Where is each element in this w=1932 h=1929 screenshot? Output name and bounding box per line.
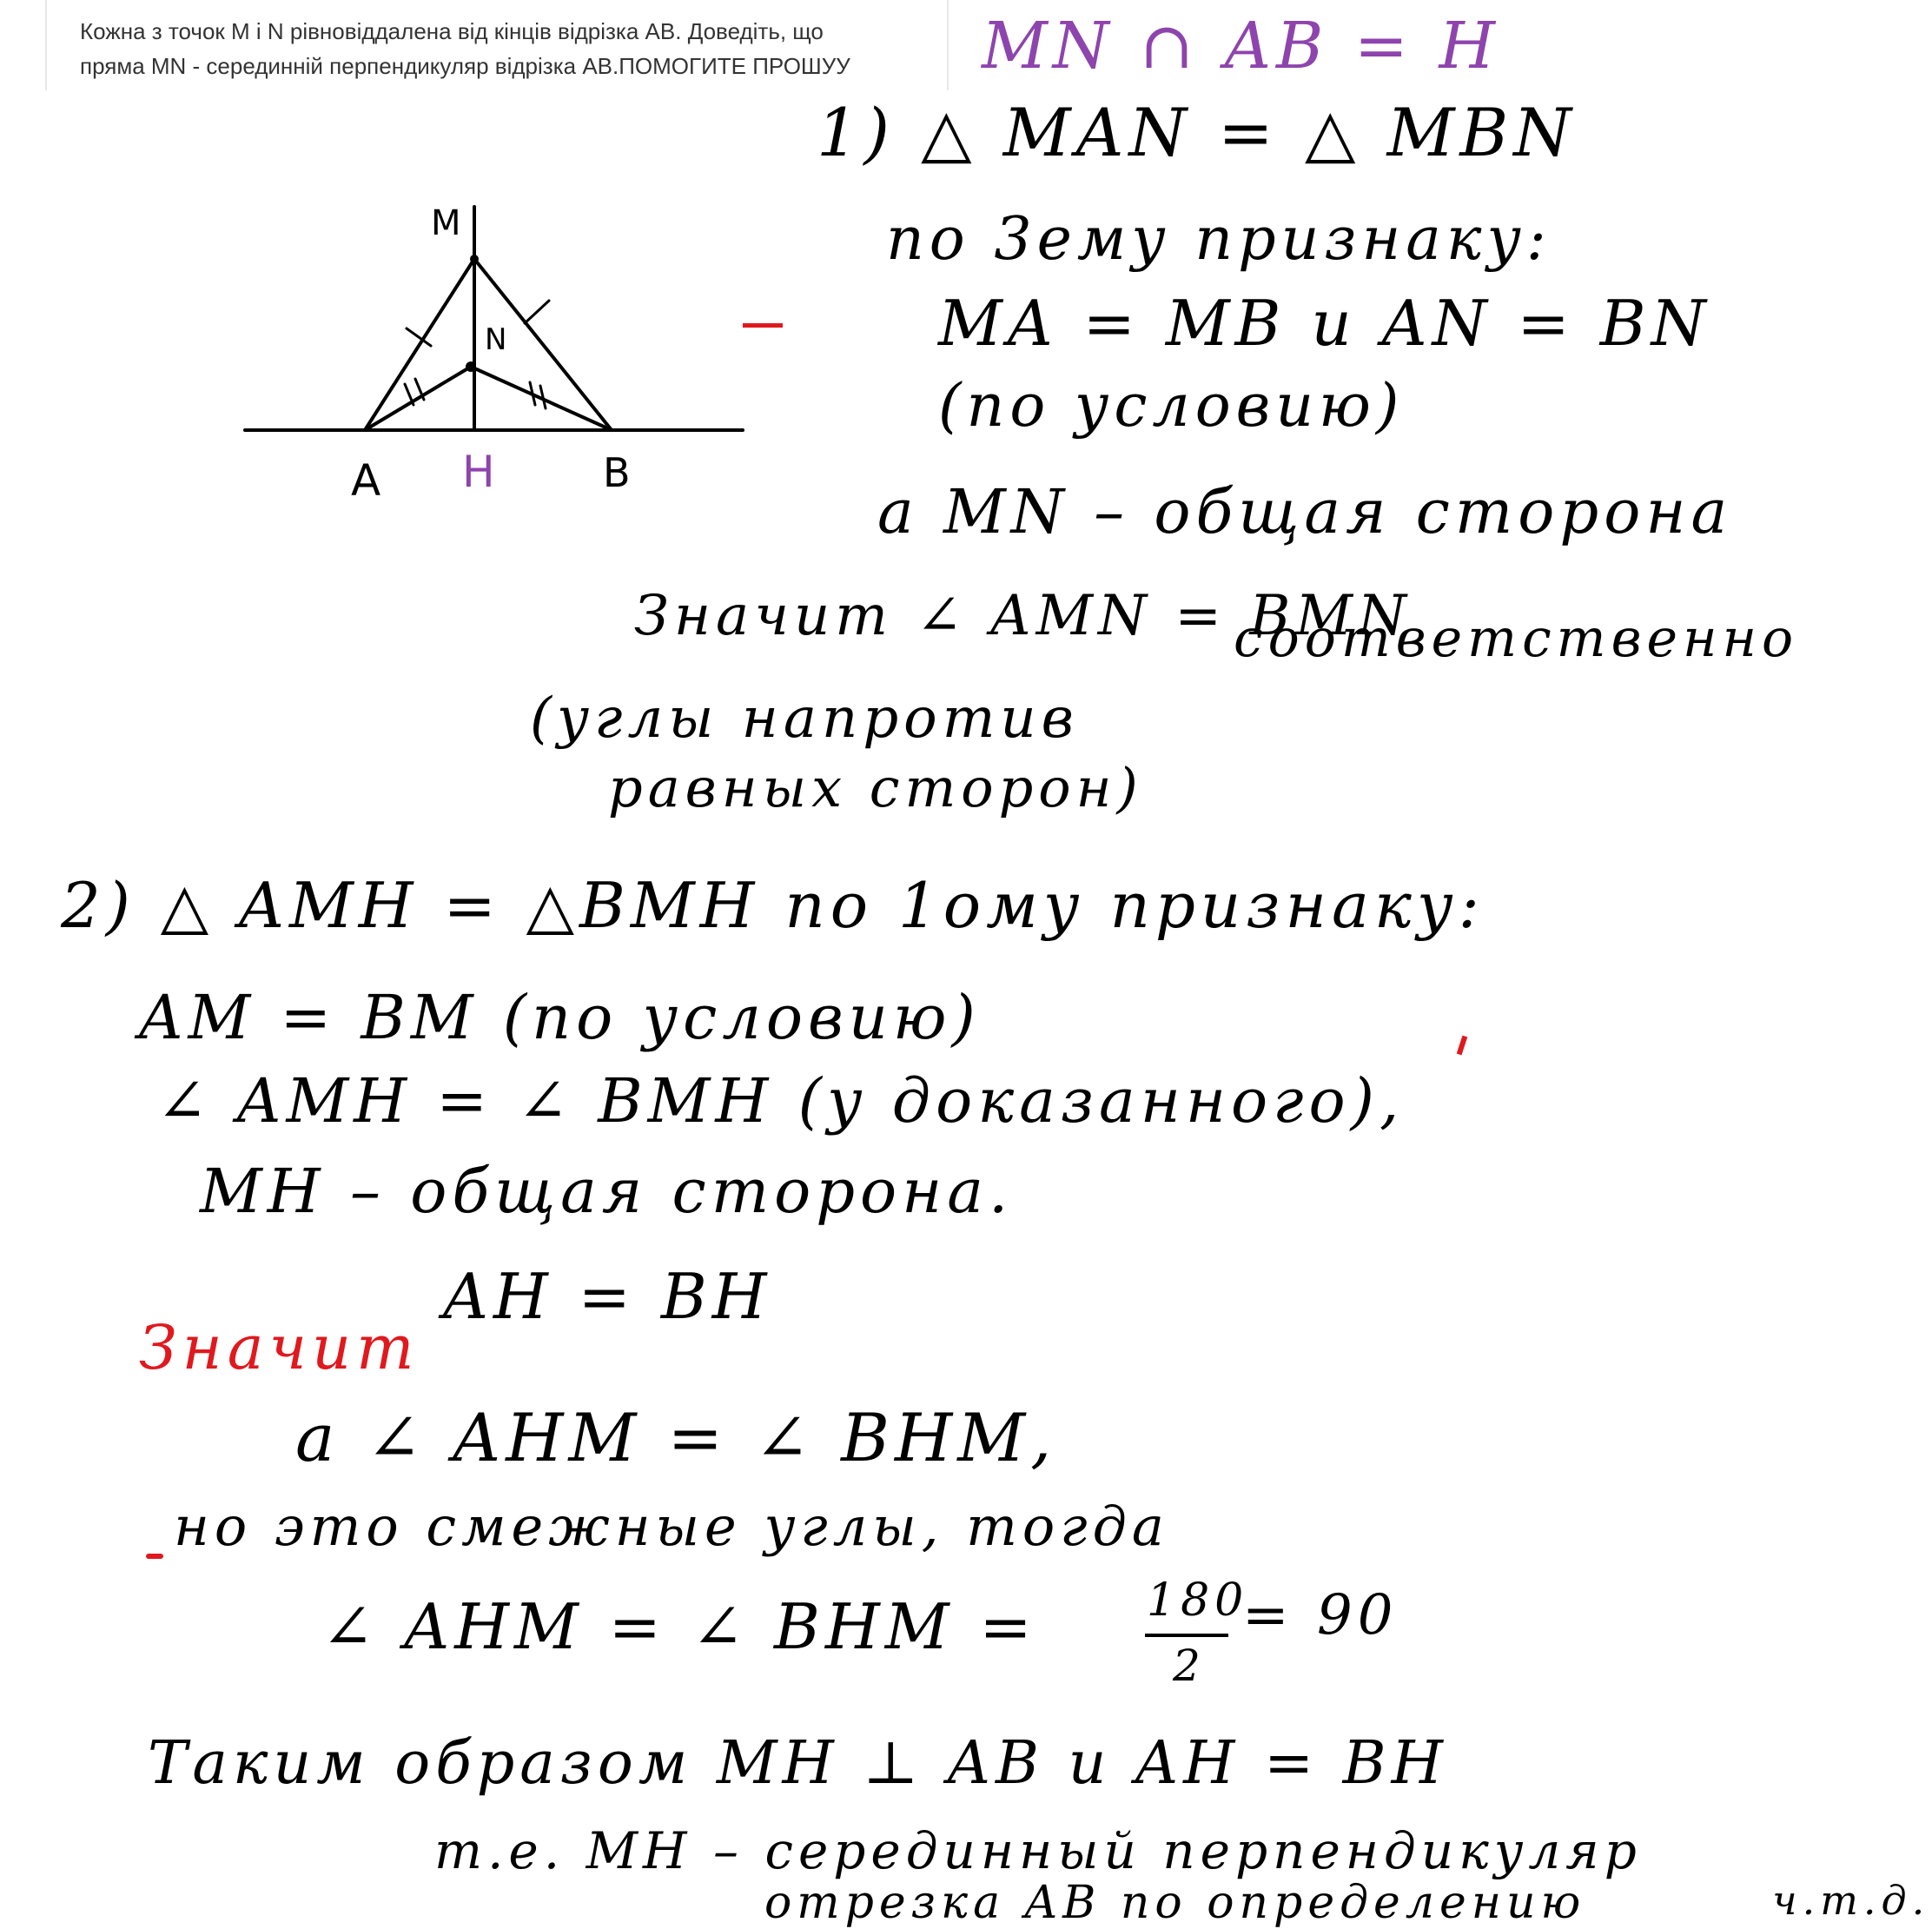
- red-mark-2: [1457, 1036, 1468, 1056]
- step1-line-3: MA = MB и AN = BN: [938, 287, 1711, 360]
- step1-line-6: Значит ∠ AMN = BMN: [634, 584, 1412, 648]
- question-text: [80, 14, 940, 83]
- fraction-numerator: 180: [1147, 1574, 1249, 1627]
- step1-line-6b: соответственно: [1234, 608, 1799, 669]
- step1-line-4: (по условию): [938, 372, 1405, 441]
- point-n: [466, 361, 476, 372]
- point-m: [470, 255, 479, 263]
- fraction-denominator: 2: [1173, 1641, 1206, 1691]
- step1-line-8: равных сторон): [608, 756, 1143, 819]
- label-m: M: [431, 203, 461, 243]
- header-note: MN ∩ AB = H: [982, 9, 1500, 83]
- step2-line-5: AH = BH: [443, 1260, 772, 1333]
- segment-na: [365, 367, 471, 430]
- step1-line-7: (углы напротив: [530, 686, 1079, 751]
- label-n: N: [485, 322, 507, 357]
- segment-nb: [471, 367, 612, 430]
- step1-line-2: по 3ему признаку:: [886, 205, 1552, 274]
- fraction-bar: [1145, 1634, 1228, 1637]
- geometry-diagram: [235, 200, 756, 513]
- fraction-result: = 90: [1242, 1583, 1399, 1647]
- tick-mb: [525, 301, 549, 323]
- qed-mark: ч.т.д.: [1772, 1877, 1930, 1924]
- step2-line-8: но это смежные углы, тогда: [174, 1495, 1169, 1558]
- question-line-1: Кожна з точок M і N рівновіддалена від кінців відрізка AB. Доведіть, що: [80, 18, 824, 44]
- divider-right: [947, 0, 949, 90]
- step1-line-5: а MN – общая сторона: [877, 476, 1733, 547]
- segment-ma: [365, 259, 474, 430]
- step2-line-7: а ∠ AHM = ∠ BHM,: [295, 1399, 1057, 1476]
- step2-line-2: AM = BM (по условию): [139, 982, 981, 1053]
- red-mark-1: [743, 323, 783, 328]
- step2-line-4: MH – общая сторона.: [200, 1156, 1014, 1227]
- step2-line-3: ∠ AMH = ∠ BMH (у доказанного),: [156, 1065, 1405, 1137]
- step2-line-11: т.е. MH – серединный перпендикуляр: [434, 1821, 1642, 1880]
- step2-line-1: 2) △ AMH = △BMH по 1ому признаку:: [61, 869, 1485, 942]
- label-h: H: [462, 447, 495, 497]
- step2-line-10: Таким образом MH ⊥ AB и AH = BH: [148, 1729, 1448, 1798]
- label-b: B: [603, 449, 631, 496]
- divider-left: [45, 0, 47, 90]
- step2-conclusion-label: Значит: [139, 1312, 420, 1383]
- step2-line-9: ∠ AHM = ∠ BHM =: [321, 1590, 1037, 1663]
- step2-line-12: отрезка AB по определению: [764, 1877, 1586, 1929]
- question-line-2: пряма MN - серединній перпендикуляр відрізка AB.ПОМОГИТЕ ПРОШУУ: [80, 53, 850, 79]
- red-mark-3: [146, 1554, 163, 1559]
- step1-line-1: 1) △ MAN = △ MBN: [817, 94, 1577, 171]
- label-a: A: [351, 455, 381, 506]
